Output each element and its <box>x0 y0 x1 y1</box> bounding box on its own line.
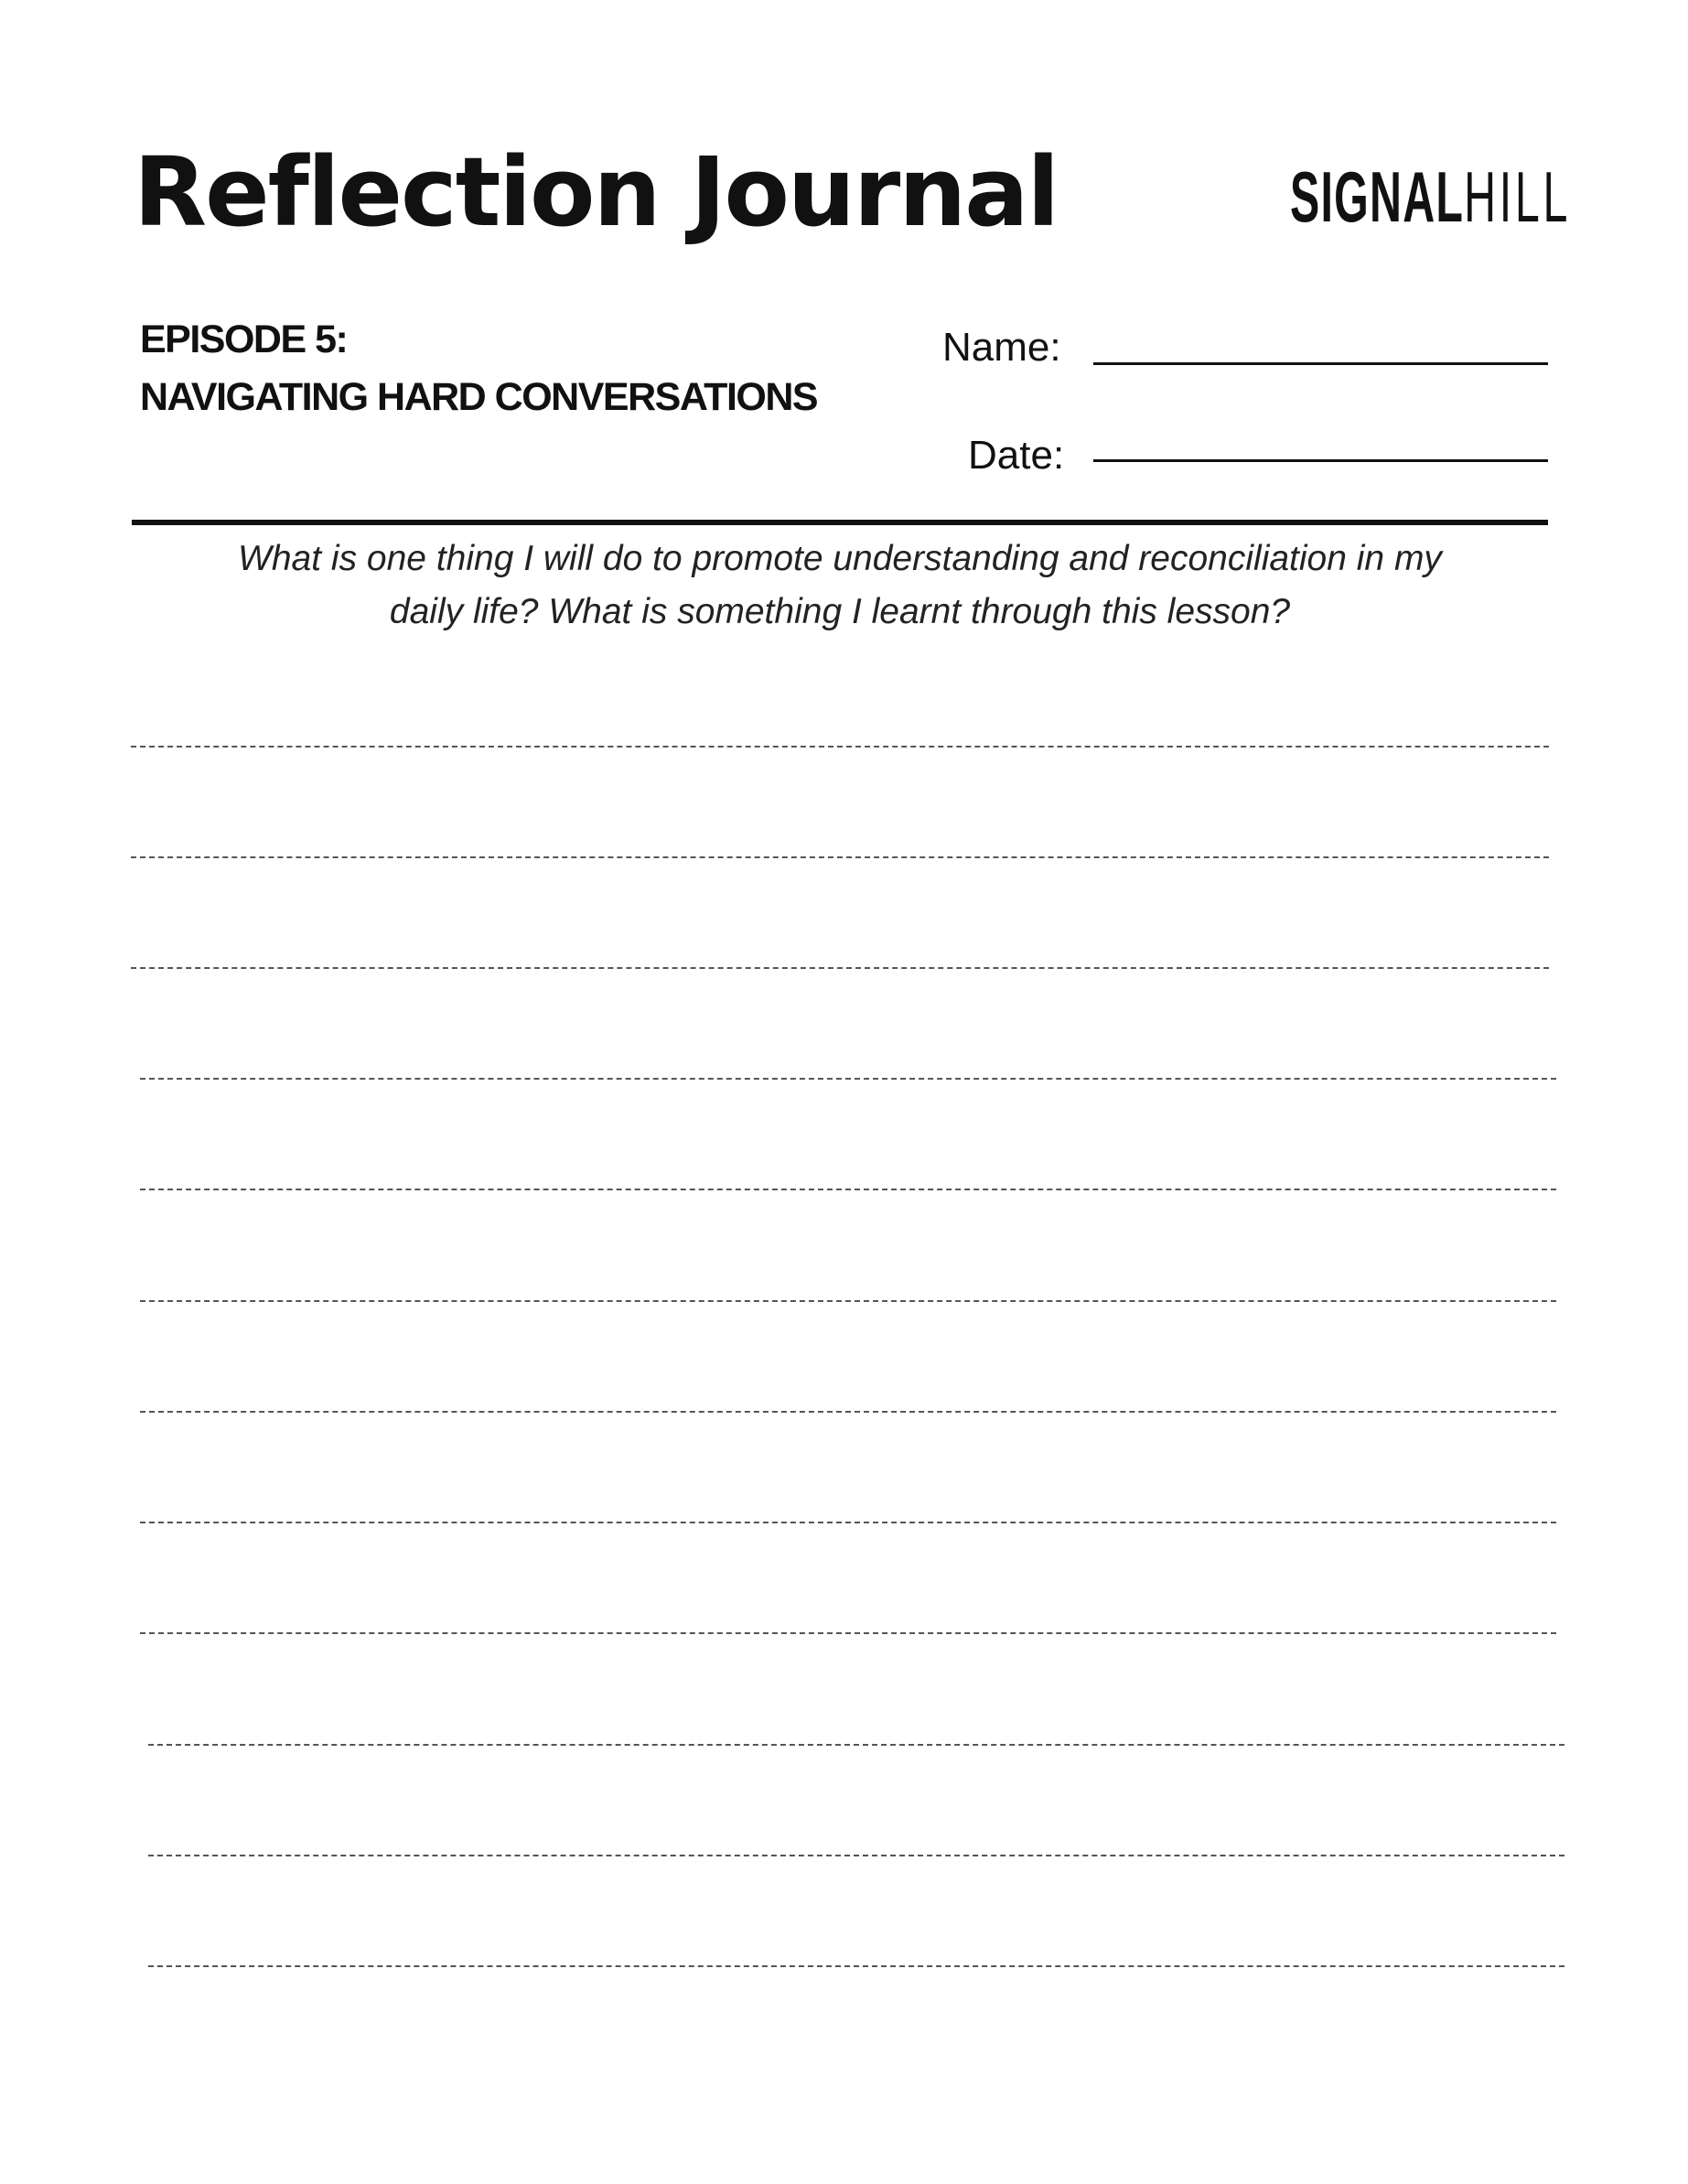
answer-line[interactable] <box>140 1522 1556 1523</box>
logo-hill-text: HILL <box>1464 156 1572 237</box>
answer-line[interactable] <box>131 856 1549 858</box>
answer-line[interactable] <box>131 746 1549 748</box>
answer-line[interactable] <box>140 1189 1556 1190</box>
episode-heading <box>140 311 817 426</box>
answer-line[interactable] <box>140 1078 1556 1080</box>
answer-line[interactable] <box>140 1411 1556 1413</box>
name-field[interactable] <box>1093 362 1548 365</box>
answer-line[interactable] <box>148 1965 1564 1967</box>
header-divider <box>132 520 1548 525</box>
episode-number: EPISODE 5: <box>140 317 348 361</box>
reflection-prompt <box>132 533 1548 639</box>
answer-line[interactable] <box>140 1632 1556 1634</box>
answer-line[interactable] <box>131 967 1549 969</box>
name-label: Name: <box>942 325 1061 370</box>
signalhill-logo <box>1290 156 1572 237</box>
answer-line[interactable] <box>140 1300 1556 1302</box>
prompt-line-2: daily life? What is something I learnt through this lesson? <box>389 592 1291 631</box>
episode-topic: NAVIGATING HARD CONVERSATIONS <box>140 375 818 419</box>
answer-line[interactable] <box>148 1855 1564 1856</box>
page-title: Reflection Journal <box>134 136 1059 248</box>
date-label: Date: <box>968 433 1065 478</box>
logo-signal-text: SIGNAL <box>1290 156 1465 237</box>
answer-line[interactable] <box>148 1744 1564 1746</box>
prompt-line-1: What is one thing I will do to promote understanding and reconciliation in my <box>238 539 1442 578</box>
date-field[interactable] <box>1093 459 1548 462</box>
